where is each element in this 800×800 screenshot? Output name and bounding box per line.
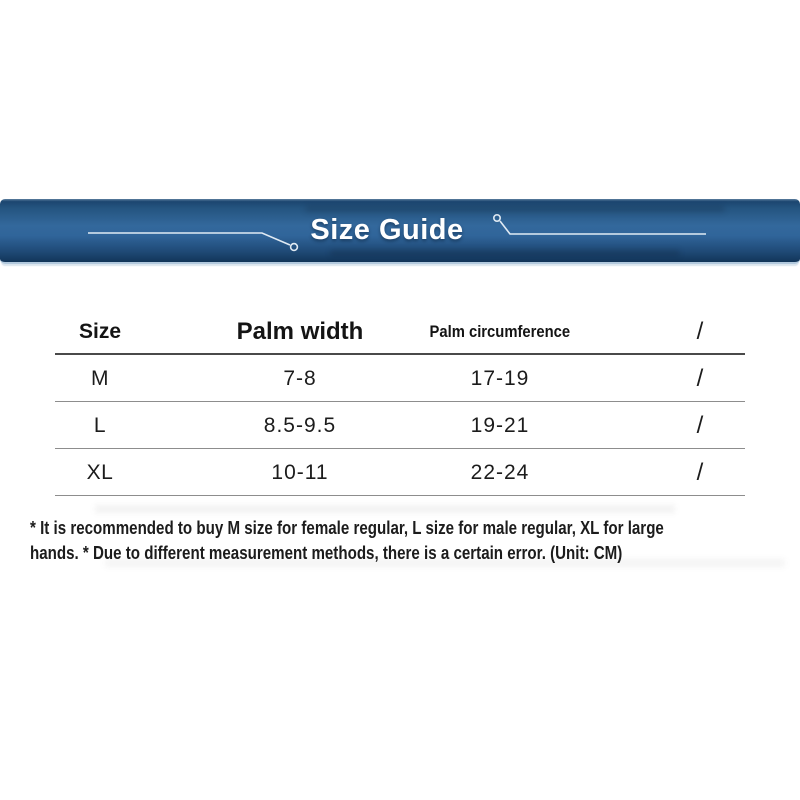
cell-palm-circumference: 17-19 — [470, 366, 530, 390]
cell-palm-circumference: 22-24 — [470, 460, 530, 484]
cell-size: L — [93, 413, 107, 437]
table-row-xl — [0, 449, 800, 496]
ghost-artifact — [95, 505, 675, 513]
column-header-palm-circumference: Palm circumference — [429, 322, 571, 341]
cell-palm-width: 10-11 — [271, 460, 329, 484]
cell-size: M — [91, 366, 109, 390]
footnote — [30, 516, 786, 566]
table-row-l — [0, 402, 800, 449]
cell-other: / — [696, 364, 704, 392]
cell-palm-width: 7-8 — [283, 366, 317, 390]
cell-palm-circumference: 19-21 — [470, 413, 530, 437]
cell-other: / — [696, 458, 704, 486]
column-header-slash: / — [696, 318, 704, 345]
cell-other: / — [696, 411, 704, 439]
size-table — [0, 309, 800, 496]
footnote-line-1: * It is recommended to buy M size for female regular, L size for male regular, XL for large — [30, 518, 664, 538]
cell-size: XL — [86, 460, 114, 484]
footnote-line-2: hands. * Due to different measurement methods, there is a certain error. (Unit: CM) — [30, 543, 623, 563]
column-header-palm-width: Palm width — [236, 318, 364, 345]
banner-title: Size Guide — [310, 214, 464, 246]
cell-palm-width: 8.5-9.5 — [263, 413, 337, 437]
column-header-size: Size — [78, 320, 122, 343]
size-guide-banner — [0, 199, 800, 264]
table-header-row — [0, 309, 800, 355]
table-row-m — [0, 355, 800, 402]
